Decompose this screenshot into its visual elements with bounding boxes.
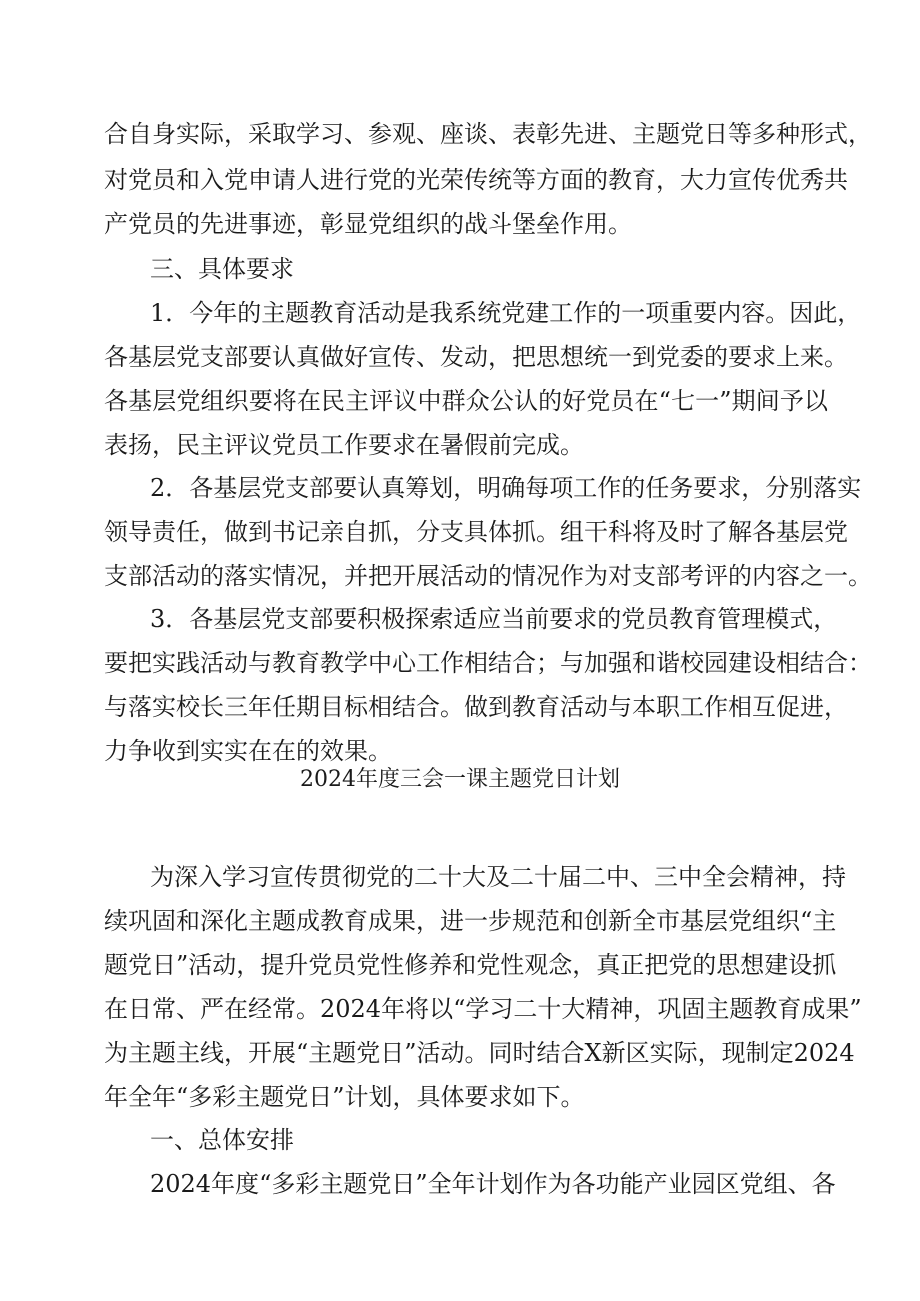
- paragraph-line: 对党员和入党申请人进行党的光荣传统等方面的教育，大力宣传优秀共: [104, 166, 848, 194]
- list-item-line: 力争收到实实在在的效果。: [104, 737, 392, 765]
- paragraph-line: 在日常、严在经常。2024年将以“学习二十大精神，巩固主题教育成果”: [104, 995, 862, 1023]
- paragraph-line: 续巩固和深化主题成教育成果，进一步规范和创新全市基层党组织“主: [104, 907, 837, 935]
- paragraph-line: 题党日”活动，提升党员党性修养和党性观念，真正把党的思想建设抓: [104, 951, 837, 979]
- section-heading: 三、具体要求: [150, 255, 294, 283]
- paragraph-line: 为深入学习宣传贯彻党的二十大及二十届二中、三中全会精神，持: [150, 863, 846, 891]
- list-item-line: 1．今年的主题教育活动是我系统党建工作的一项重要内容。因此，: [150, 299, 862, 327]
- document-title: 2024年度三会一课主题党日计划: [300, 767, 620, 792]
- list-item-line: 各基层党支部要认真做好宣传、发动，把思想统一到党委的要求上来。: [104, 343, 848, 371]
- paragraph-line: 为主题主线，开展“主题党日”活动。同时结合X新区实际，现制定2024: [104, 1039, 855, 1067]
- paragraph-line: 产党员的先进事迹，彰显党组织的战斗堡垒作用。: [104, 210, 632, 238]
- section-heading: 一、总体安排: [150, 1126, 294, 1154]
- list-item-line: 2．各基层党支部要认真筹划，明确每项工作的任务要求，分别落实: [150, 474, 862, 502]
- list-item-line: 与落实校长三年任期目标相结合。做到教育活动与本职工作相互促进，: [104, 693, 848, 721]
- list-item-line: 表扬，民主评议党员工作要求在暑假前完成。: [104, 431, 584, 459]
- paragraph-line: 合自身实际，采取学习、参观、座谈、表彰先进、主题党日等多种形式，: [104, 120, 872, 148]
- list-item-line: 支部活动的落实情况，并把开展活动的情况作为对支部考评的内容之一。: [104, 562, 872, 590]
- paragraph-line: 年全年“多彩主题党日”计划，具体要求如下。: [104, 1083, 585, 1111]
- list-item-line: 要把实践活动与教育教学中心工作相结合；与加强和谐校园建设相结合：: [104, 649, 872, 677]
- paragraph-line: 2024年度“多彩主题党日”全年计划作为各功能产业园区党组、各: [150, 1170, 836, 1198]
- list-item-line: 各基层党组织要将在民主评议中群众公认的好党员在“七一”期间予以: [104, 387, 828, 415]
- list-item-line: 3．各基层党支部要积极探索适应当前要求的党员教育管理模式，: [150, 605, 838, 633]
- list-item-line: 领导责任，做到书记亲自抓，分支具体抓。组干科将及时了解各基层党: [104, 518, 848, 546]
